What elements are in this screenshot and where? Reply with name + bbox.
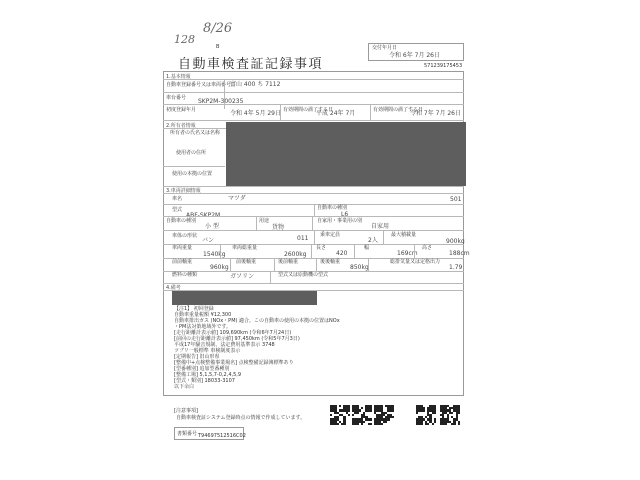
owner-label: 所有者の氏名又は名称	[170, 130, 221, 136]
handwritten-number: 128	[174, 33, 195, 46]
remark-line: [定期報告] 旧山形県	[174, 354, 220, 360]
gross-label: 車両総重量	[232, 245, 258, 251]
rr-axle-label: 後後軸重	[320, 259, 341, 265]
qr-module	[348, 414, 350, 416]
redacted-owner-info	[226, 122, 466, 186]
issue-date-box	[368, 43, 464, 61]
class-label: 自動車の種別	[317, 205, 348, 211]
remark-line: [走行距離計表示値] 109,690km (令和6年7月24日)	[174, 330, 292, 336]
qr-module	[343, 423, 345, 425]
vin-label: 車台番号	[166, 95, 187, 101]
maxload-value: 900kg	[446, 238, 465, 245]
qr-code-3	[374, 405, 394, 425]
remark-line: 自動車重量税額 ¥12,300	[174, 312, 232, 318]
maker-value: マツダ	[228, 195, 246, 202]
model-value: ABF-SKP2M	[186, 212, 221, 219]
type-label: 自動車の種別	[166, 218, 197, 224]
class-value: L6	[341, 211, 349, 218]
qr-module	[361, 407, 363, 409]
displacement-label: 総排気量又は定格出力	[390, 259, 441, 265]
redacted-remarks	[172, 291, 317, 305]
qr-module	[434, 421, 436, 423]
effective-label: 有効期間の満了する日	[373, 107, 424, 113]
doc-number-label: 書類番号	[177, 431, 198, 437]
qr-module	[458, 412, 460, 414]
width-value: 169cm	[397, 250, 418, 257]
qr-module	[444, 423, 446, 425]
qr-code-4	[416, 405, 436, 425]
qr-module	[453, 423, 455, 425]
height-value: 188cm	[449, 250, 470, 257]
reg-number-value: 富山 400 ち 7112	[230, 81, 281, 88]
fuel-value: ガソリン	[230, 273, 255, 280]
purpose-label: 自家用・事業用の別	[317, 218, 363, 224]
rr-axle-value: 850kg	[350, 264, 369, 271]
sec4-heading: 4.備考	[166, 285, 181, 291]
sec1-heading: 1.基本情報	[166, 74, 191, 80]
qr-module	[381, 423, 383, 425]
header-small-b: B	[216, 44, 220, 50]
use-label: 用途	[259, 218, 270, 224]
maker-label: 車名	[172, 196, 183, 202]
notes-text: 自動車検査証システム登録時点の情報で作成しています。	[176, 415, 306, 421]
vin-value: SKP2M-300235	[198, 98, 244, 105]
remark-line: 自動車排出ガス (NOx・PM) 適合。この自動車の使用の本拠の位置はNOx	[174, 318, 340, 324]
remark-line: [整備工場] 5,1,5,7-0,2,4,5,9	[174, 372, 242, 378]
remark-line: ・PM法対策地域外です。	[174, 324, 231, 330]
fuel-label: 燃料の種類	[172, 272, 198, 278]
remark-line: [整備中+点検整備事業場名] 点検整備記録簿標準あり	[174, 360, 294, 366]
qr-module	[416, 412, 418, 414]
qr-code-2	[352, 405, 372, 425]
qr-module	[420, 423, 422, 425]
type-value: 小 型	[205, 223, 219, 230]
sec3-heading: 3.車両詳細情報	[166, 188, 201, 194]
user-label: 使用者の住所	[176, 150, 207, 156]
remark-line: [型式・類別] 18033-3107	[174, 378, 235, 384]
expiry-label: 有効期間の満了する日	[283, 107, 334, 113]
handwritten-date: 8/26	[203, 21, 233, 36]
shape-code: 011	[297, 235, 309, 242]
maker-code: 501	[450, 196, 462, 203]
engine-label: 型式又は原動機の型式	[278, 272, 329, 278]
qr-module	[337, 423, 339, 425]
remark-line: ツブリ一般標準 車検制度表示	[174, 348, 241, 354]
gross-value: 2600kg	[284, 251, 307, 258]
qr-module	[363, 421, 365, 423]
purpose-value: 自家用	[371, 223, 390, 230]
doc-number-value: T94697512516C02	[198, 433, 246, 439]
expiry-value: 平成 24年 7月	[316, 110, 356, 117]
reg-number-label: 自動車登録番号又は車両番号	[166, 82, 232, 88]
rear-axle-label: 後前軸重	[278, 259, 299, 265]
notes-label: [注意事項]	[174, 408, 198, 414]
qr-module	[392, 416, 394, 418]
height-label: 高さ	[422, 245, 433, 251]
qr-module	[387, 418, 389, 420]
qr-module	[356, 423, 358, 425]
qr-code-1	[330, 405, 350, 425]
effective-value: 令和 7年 7月 26日	[410, 110, 461, 117]
width-label: 幅	[364, 245, 370, 251]
remark-line: [型番種別] 追加型番種別	[174, 366, 230, 372]
shape-value: バン	[202, 237, 215, 244]
qr-module	[427, 423, 429, 425]
model-label: 型式	[172, 207, 183, 213]
length-value: 420	[336, 250, 348, 257]
issue-date-value: 令和 6年 7月 26日	[389, 52, 440, 59]
front-axle-label: 前前軸重	[172, 259, 193, 265]
qr-module	[370, 423, 372, 425]
weight-label: 車両重量	[172, 245, 193, 251]
use-value: 貨物	[272, 224, 285, 231]
displacement-value: 1.79	[449, 264, 463, 271]
qr-module	[458, 423, 460, 425]
qr-module	[385, 421, 387, 423]
document-number: 571239175453	[424, 63, 463, 69]
length-label: 長さ	[316, 245, 327, 251]
remark-line: [前回の走行距離計表示値] 97,450km (令和5年7月3日)	[174, 336, 300, 342]
qr-module	[359, 409, 361, 411]
issue-date-label: 交付年月日	[372, 45, 398, 51]
qr-module	[432, 423, 434, 425]
sec2-heading: 2.所有者情報	[166, 123, 196, 129]
fr-axle-label: 前後軸重	[236, 259, 257, 265]
qr-module	[356, 412, 358, 414]
base-label: 使用の本拠の位置	[172, 171, 213, 177]
document-title: 自動車検査証記録事項	[178, 57, 324, 72]
remark-line: 平成17年騒音規制、法定費用基準表示 3748	[174, 342, 275, 348]
qr-module	[434, 412, 436, 414]
qr-code-5	[440, 405, 460, 425]
qr-module	[348, 409, 350, 411]
qr-module	[423, 409, 425, 411]
maxload-label: 最大積載量	[391, 232, 417, 238]
capacity-value: 2人	[368, 237, 378, 244]
remark-line: 【注1】 初回登録	[174, 306, 214, 312]
qr-module	[451, 412, 453, 414]
front-axle-value: 960kg	[210, 264, 229, 271]
remark-line: 以下余白	[174, 384, 195, 390]
qr-module	[361, 423, 363, 425]
qr-module	[330, 414, 332, 416]
shape-label: 車体の形状	[172, 233, 198, 239]
qr-module	[352, 414, 354, 416]
first-reg-value: 令和 4年 5月 29日	[230, 110, 281, 117]
weight-value: 1540kg	[203, 251, 226, 258]
capacity-label: 乗車定員	[320, 232, 341, 238]
first-reg-label: 初度登録年月	[166, 107, 197, 113]
qr-module	[370, 409, 372, 411]
qr-module	[392, 409, 394, 411]
qr-module	[339, 405, 341, 407]
qr-module	[370, 418, 372, 420]
